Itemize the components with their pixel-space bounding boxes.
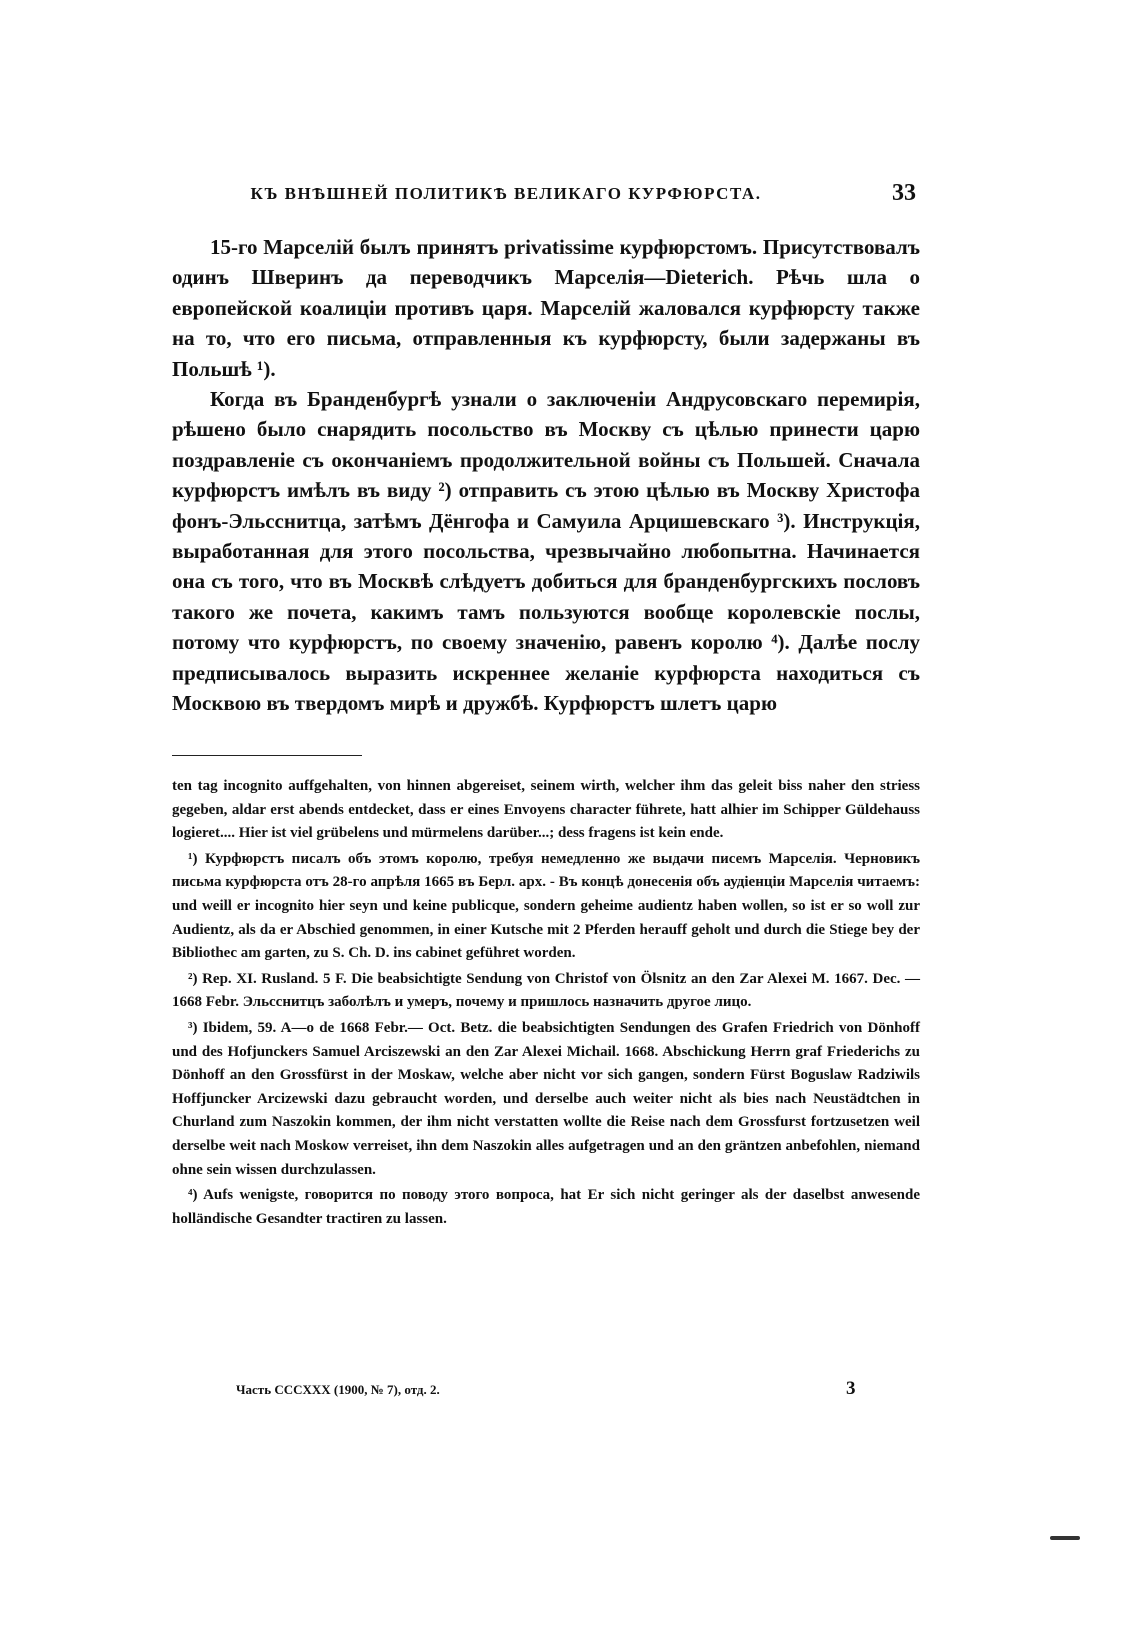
page-number: 33 [892, 180, 916, 206]
footnote: ¹) Курфюрстъ писалъ объ этомъ королю, требуя немедленно же выдачи писемъ Марселія. Черновикъ письма курфюрста отъ 28-го апрѣля 1665 въ Берл. арх. - Въ концѣ донесенія объ аудіенціи Марселія читаемъ: und weill er incognito hier seyn und keine publicque, sondern geheime audientz haben wollen, so ist er so woll zur Audientz, als da er Abschied genommen, in einer Kutsche mit 2 Pferden herauff geholt und durch die Stiege bey der Bibliothec am garten, zu S. Ch. D. ins cabinet geführet worden. [172, 850, 920, 962]
page-footer [172, 1378, 920, 1402]
footnote: ⁴) Aufs wenigste, говорится по поводу этого вопроса, hat Er sich nicht geringer als der daselbst anwesende holländische Gesandter tractiren zu lassen. [172, 1187, 920, 1227]
main-text [172, 232, 920, 719]
scan-mark [1050, 1536, 1080, 1540]
footnote: ³) Ibidem, 59. A—o de 1668 Febr.— Oct. Betz. die beabsichtigten Sendungen des Grafen Friedrich von Dönhoff und des Hofjunckers Samuel Arciszewski an den Zar Alexei Michail. 1668. Abschickung Herrn graf Friederichs zu Dönhoff an den Grossfürst in der Moskaw, welche aber nicht vor sich gangen, sondern Fürst Boguslaw Radziwils Hoffjuncker Arcizewski dazu gebraucht worden, und derselbe auch weiter nicht als bies nach Neustädtchen in Churland zum Naszokin kommen, der ihm nicht verstatten wollte die Reise nach dem Grossfurst fortzusetzen weil derselbe weit nach Moskow verreiset, ihn dem Naszokin alles aufgetragen und an den gräntzen anbefohlen, niemand ohne sein wissen durchzulassen. [172, 1019, 920, 1178]
paragraph: 15-го Марселій былъ принятъ privatissime курфюрстомъ. Присутствовалъ одинъ Шверинъ да переводчикъ Марселія—Dieterich. Рѣчь шла о европейской коалиціи противъ царя. Марселій жаловался курфюрсту также на то, что его письма, отправленныя къ курфюрсту, были задержаны въ Польшѣ ¹). [172, 235, 920, 381]
footnote-separator [172, 755, 362, 756]
sheet-number: 3 [846, 1378, 856, 1399]
signature-mark: Часть CCCXXX (1900, № 7), отд. 2. [236, 1382, 440, 1397]
running-title: КЪ ВНѢШНЕЙ ПОЛИТИКѢ ВЕЛИКАГО КУРФЮРСТА. [250, 184, 762, 203]
paragraph: Когда въ Бранденбургѣ узнали о заключеніи Андрусовскаго перемирія, рѣшено было снарядить посольство въ Москву съ цѣлью принести царю поздравленіе съ окончаніемъ продолжительной войны съ Польшей. Сначала курфюрстъ имѣлъ въ виду ²) отправить съ этою цѣлью въ Москву Христофа фонъ-Эльсснитца, затѣмъ Дёнгофа и Самуила Арцишевскаго ³). Инструкція, выработанная для этого посольства, чрезвычайно любопытна. Начинается она съ того, что въ Москвѣ слѣдуетъ добиться для бранденбургскихъ пословъ такого же почета, какимъ тамъ пользуются вообще королевскіе послы, потому что курфюрстъ, по своему значенію, равенъ королю ⁴). Далѣе послу предписывалось выразить искреннее желаніе курфюрста находиться съ Москвою въ твердомъ мирѣ и дружбѣ. Курфюрстъ шлетъ царю [172, 387, 920, 716]
running-header [176, 180, 916, 210]
footnote: ²) Rep. XI. Rusland. 5 F. Die beabsichtigte Sendung von Christof von Ölsnitz an den Zar Alexei M. 1667. Dec. — 1668 Febr. Эльсснитцъ заболѣлъ и умеръ, почему и пришлось назначить другое лицо. [172, 970, 920, 1011]
footnote-continuation: ten tag incognito auffgehalten, von hinnen abgereiset, seinem wirth, welcher ihm das geleit biss naher den striess gegeben, aldar erst abends entdecket, dass er eines Envoyens character führete, hatt alhier im Schipper Güldehauss logieret.... Hier ist viel grübelens und mürmelens darüber...; dess fragens ist kein ende. [172, 778, 920, 842]
footnotes [172, 775, 920, 1233]
